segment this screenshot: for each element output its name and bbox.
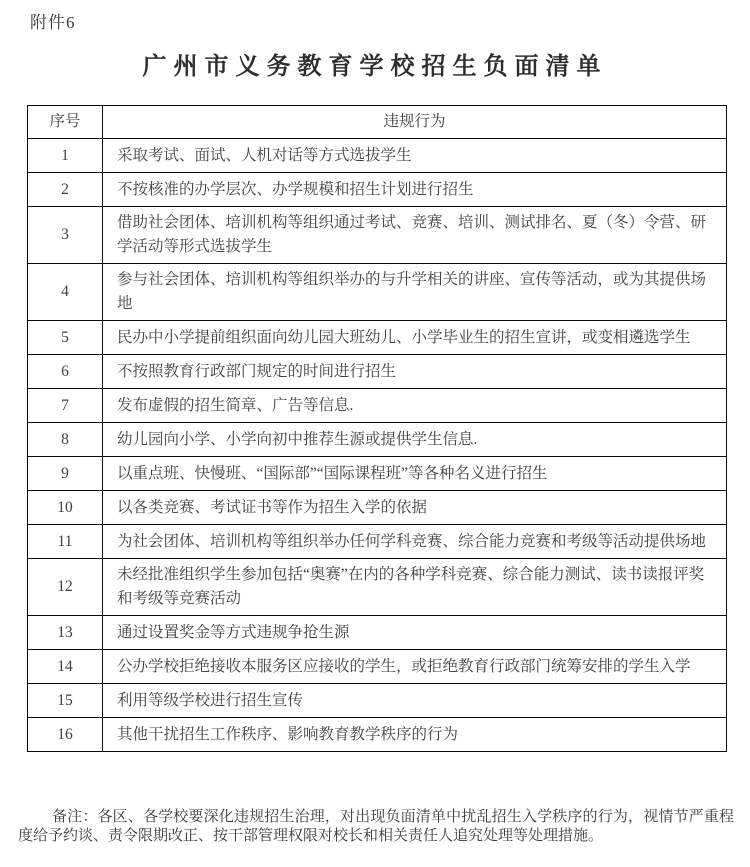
row-number: 4 <box>28 264 103 321</box>
row-behavior: 通过设置奖金等方式违规争抢生源 <box>103 616 727 650</box>
row-behavior: 借助社会团体、培训机构等组织通过考试、竞赛、培训、测试排名、夏（冬）令营、研学活动等形式选拔学生 <box>103 207 727 264</box>
row-behavior: 未经批准组织学生参加包括“奥赛”在内的各种学科竞赛、综合能力测试、读书读报评奖和考级等竞赛活动 <box>103 559 727 616</box>
table-body <box>28 139 727 752</box>
footer-note: 备注：各区、各学校要深化违规招生治理，对出现负面清单中扰乱招生入学秩序的行为，视情节严重程度给予约谈、责令限期改正、按干部管理权限对校长和相关责任人追究处理等处理措施。 <box>18 809 734 844</box>
row-number: 15 <box>28 684 103 718</box>
row-number: 13 <box>28 616 103 650</box>
row-behavior: 幼儿园向小学、小学向初中推荐生源或提供学生信息. <box>103 423 727 457</box>
attachment-label: 附件6 <box>30 13 76 32</box>
row-behavior: 公办学校拒绝接收本服务区应接收的学生，或拒绝教育行政部门统筹安排的学生入学 <box>103 650 727 684</box>
table-row <box>28 684 727 718</box>
row-number: 3 <box>28 207 103 264</box>
row-behavior: 采取考试、面试、人机对话等方式选拔学生 <box>103 139 727 173</box>
row-behavior: 以各类竞赛、考试证书等作为招生入学的依据 <box>103 491 727 525</box>
row-number: 1 <box>28 139 103 173</box>
row-behavior: 不按照教育行政部门规定的时间进行招生 <box>103 355 727 389</box>
row-behavior: 其他干扰招生工作秩序、影响教育教学秩序的行为 <box>103 718 727 752</box>
table-row <box>28 139 727 173</box>
page-title: 广州市义务教育学校招生负面清单 <box>142 54 608 80</box>
row-number: 7 <box>28 389 103 423</box>
table-row <box>28 718 727 752</box>
row-behavior: 民办中小学提前组织面向幼儿园大班幼儿、小学毕业生的招生宣讲，或变相遴选学生 <box>103 321 727 355</box>
row-number: 14 <box>28 650 103 684</box>
table-row <box>28 389 727 423</box>
table-header-row <box>28 106 727 139</box>
row-number: 2 <box>28 173 103 207</box>
table-row <box>28 207 727 264</box>
table-row <box>28 264 727 321</box>
row-behavior: 发布虚假的招生简章、广告等信息. <box>103 389 727 423</box>
column-header-index: 序号 <box>28 106 103 139</box>
row-behavior: 参与社会团体、培训机构等组织举办的与升学相关的讲座、宣传等活动，或为其提供场地 <box>103 264 727 321</box>
table-row <box>28 457 727 491</box>
row-number: 10 <box>28 491 103 525</box>
table-row <box>28 559 727 616</box>
row-number: 11 <box>28 525 103 559</box>
negative-list-table <box>27 105 727 752</box>
table-row <box>28 423 727 457</box>
column-header-behavior: 违规行为 <box>103 106 727 139</box>
table-row <box>28 321 727 355</box>
row-number: 6 <box>28 355 103 389</box>
table-row <box>28 491 727 525</box>
row-number: 8 <box>28 423 103 457</box>
row-number: 9 <box>28 457 103 491</box>
table-row <box>28 173 727 207</box>
row-behavior: 利用等级学校进行招生宣传 <box>103 684 727 718</box>
table-row <box>28 355 727 389</box>
row-behavior: 以重点班、快慢班、“国际部”“国际课程班”等各种名义进行招生 <box>103 457 727 491</box>
row-behavior: 为社会团体、培训机构等组织举办任何学科竞赛、综合能力竞赛和考级等活动提供场地 <box>103 525 727 559</box>
table-row <box>28 616 727 650</box>
table-header <box>28 106 727 139</box>
row-number: 5 <box>28 321 103 355</box>
row-number: 12 <box>28 559 103 616</box>
table-row <box>28 650 727 684</box>
row-number: 16 <box>28 718 103 752</box>
row-behavior: 不按核准的办学层次、办学规模和招生计划进行招生 <box>103 173 727 207</box>
table-row <box>28 525 727 559</box>
